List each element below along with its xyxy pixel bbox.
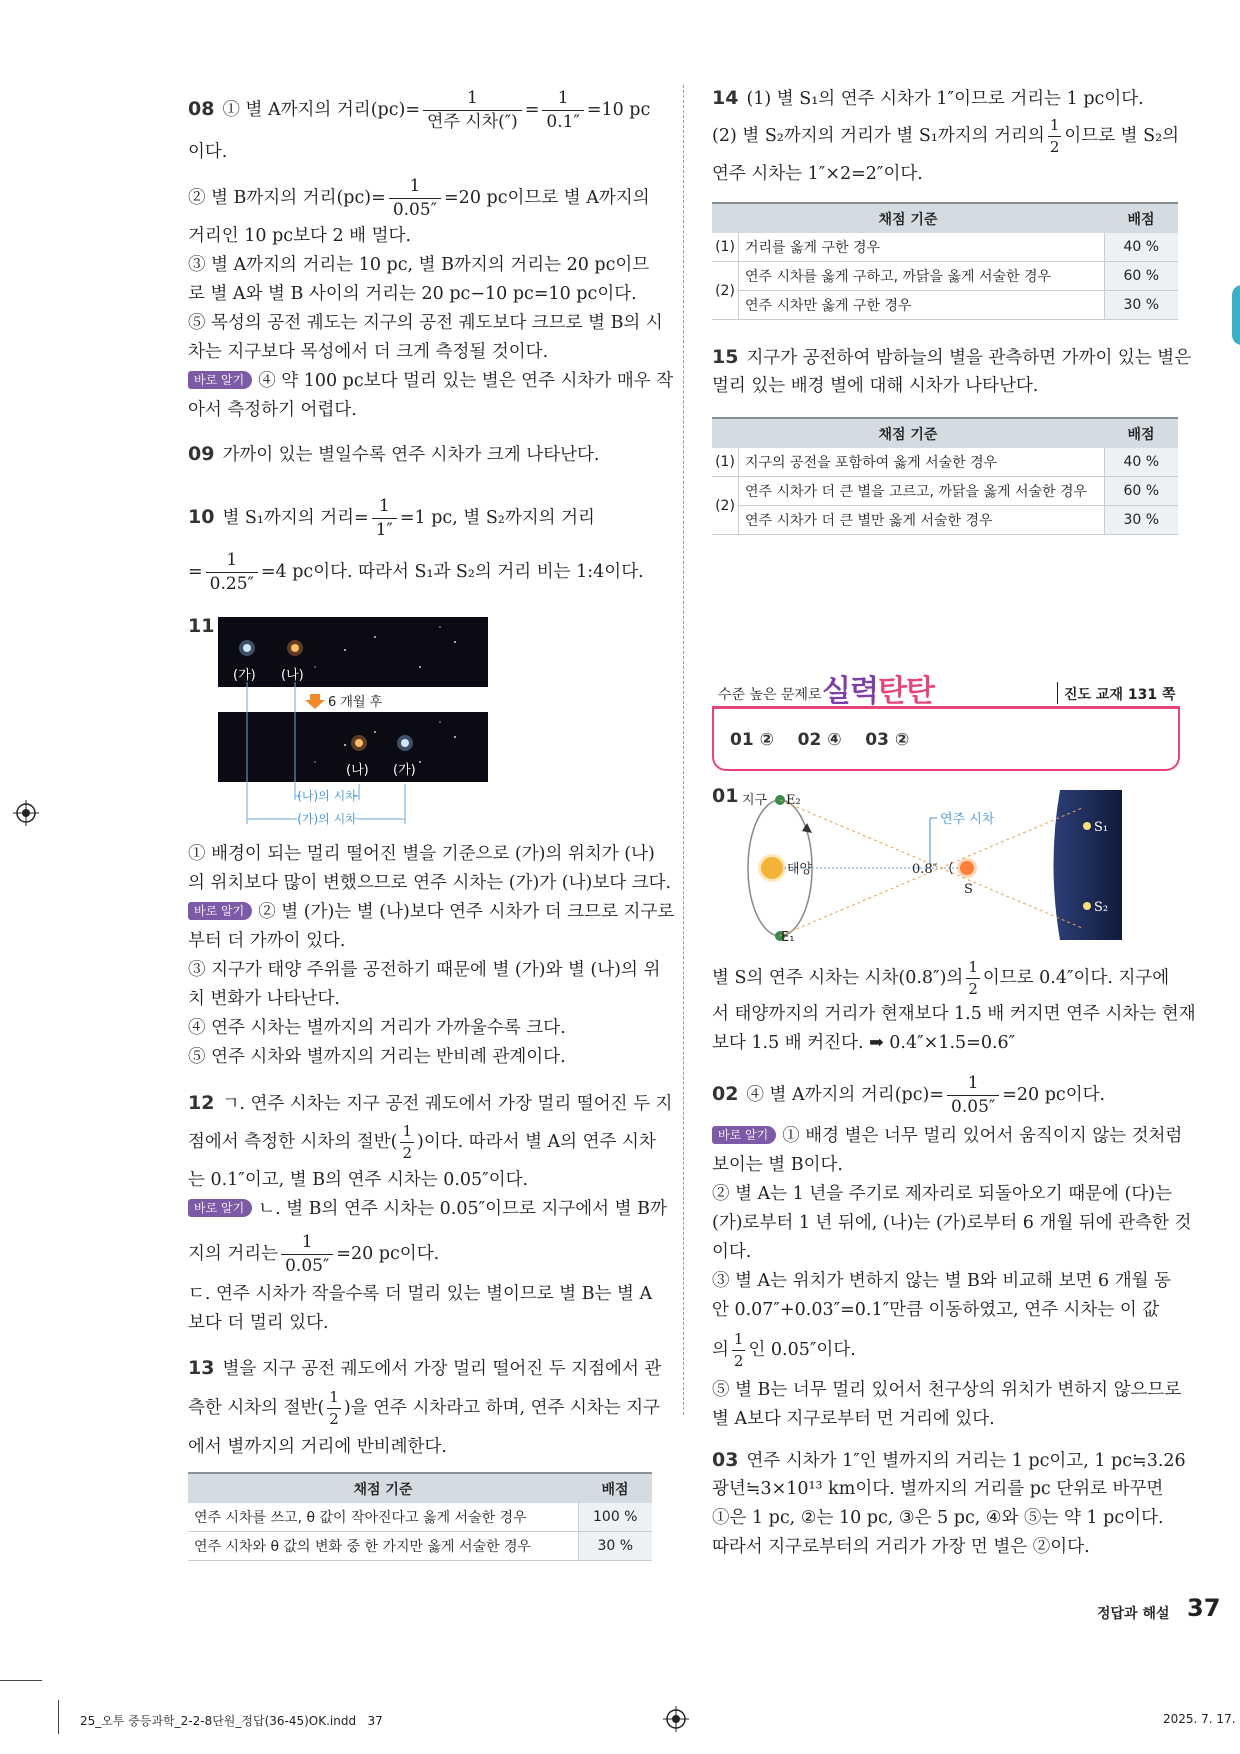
q12-number: 12 <box>188 1092 215 1114</box>
sky-panel-before <box>218 617 488 687</box>
q10-line2: = $\frac{1}{0.25''}$ =4 pc이다. 따라서 S₁과 S₂의 거리 비는 1:4이다. <box>188 550 644 594</box>
label-parallax-ga: (가)의 시차 <box>297 812 357 826</box>
q08-line3: ② 별 B까지의 거리(pc)= $\frac{1}{0.05''}$ =20 pc이므로 별 A까지의 <box>188 176 650 220</box>
svg-text:지구: 지구 <box>742 793 768 808</box>
fraction: $\frac{1}{\text{연주 시차(″)}}$ <box>423 90 522 131</box>
q10-number: 10 <box>188 506 215 528</box>
table-row: (2) 연주 시차를 옳게 구하고, 까닭을 옳게 서술한 경우 60 % <box>712 262 1178 291</box>
label-months: 6 개월 후 <box>328 695 383 710</box>
q11-line7: ④ 연주 시차는 별까지의 거리가 가까울수록 크다. <box>188 1018 566 1038</box>
a02-line4: ② 별 A는 1 년을 주기로 제자리로 되돌아오기 때문에 (다)는 <box>712 1184 1172 1204</box>
table-row: (2) 연주 시차가 더 큰 별을 고르고, 까닭을 옳게 서술한 경우 60 % <box>712 477 1178 506</box>
svg-text:E₂: E₂ <box>786 793 801 808</box>
a02-line2: 바로 알기 ① 배경 별은 너무 멀리 있어서 움직이지 않는 것처럼 <box>712 1122 1182 1151</box>
a02-line6: 이다. <box>712 1242 752 1262</box>
q11-line3: 바로 알기 ② 별 (가)는 별 (나)보다 연주 시차가 더 크므로 지구로 <box>188 898 674 927</box>
q11-line4: 부터 더 가까이 있다. <box>188 931 346 951</box>
svg-text:태양: 태양 <box>787 862 813 877</box>
q08-line7: ⑤ 목성의 공전 궤도는 지구의 공전 궤도보다 크므로 별 B의 시 <box>188 313 663 333</box>
svg-text:0.8″: 0.8″ <box>912 862 938 877</box>
section-title: 실력탄탄 <box>822 674 934 709</box>
correction-badge: 바로 알기 <box>188 902 252 920</box>
q08-line4: 거리인 10 pc보다 2 배 멀다. <box>188 226 412 246</box>
q15-line2: 멀리 있는 배경 별에 대해 시차가 나타난다. <box>712 376 1039 396</box>
fraction: $\frac{1}{0.05''}$ <box>947 1075 999 1116</box>
q08-line1: 08 ① 별 A까지의 거리(pc)= $\frac{1}{\text{연주 시차(″)}}$ = $\frac{1}{0.1''}$ =10 pc <box>188 88 651 132</box>
q14-line3: 연주 시차는 1″×2=2″이다. <box>712 164 923 184</box>
fraction: $\frac{1}{1''}$ <box>372 498 397 539</box>
registration-mark-icon <box>13 800 39 826</box>
q13-number: 13 <box>188 1357 215 1379</box>
a03-line2: 광년≒3×10¹³ km이다. 별까지의 거리를 pc 단위로 바꾸면 <box>712 1479 1164 1499</box>
correction-badge: 바로 알기 <box>188 371 252 389</box>
a01-line2: 서 태양까지의 거리가 현재보다 1.5 배 커지면 연주 시차는 현재 <box>712 1004 1196 1024</box>
a02-line8: 안 0.07″+0.03″=0.1″만큼 이동하였고, 연주 시차는 이 값 <box>712 1300 1160 1320</box>
q08-line10: 아서 측정하기 어렵다. <box>188 400 357 420</box>
q12-line4: 바로 알기 ㄴ. 별 B의 연주 시차는 0.05″이므로 지구에서 별 B까 <box>188 1195 667 1224</box>
table-row: (1) 거리를 옳게 구한 경우 40 % <box>712 233 1178 262</box>
fraction: $\frac{1}{0.1''}$ <box>542 90 583 131</box>
q13-scoring-table <box>188 1472 652 1561</box>
a02-line9: 의 $\frac{1}{2}$ 인 0.05″이다. <box>712 1330 856 1370</box>
answer-summary: 01 ② 02 ④ 03 ② <box>730 730 910 750</box>
svg-text:S: S <box>964 882 973 897</box>
q12-line1: 12 ㄱ. 연주 시차는 지구 공전 궤도에서 가장 멀리 떨어진 두 지 <box>188 1092 673 1114</box>
q11-line2: 의 위치보다 많이 변했으므로 연주 시차는 (가)가 (나)보다 크다. <box>188 873 672 893</box>
fraction: $\frac{1}{2}$ <box>329 1388 339 1428</box>
q15-scoring-table: 채점 기준 배점 (1) 지구의 공전을 포함하여 옳게 서술한 경우 40 % (2) 연주 시차가 더 큰 별을 고르고, 까닭을 옳게 서술한 경우 60 % 연주 시차가 더 큰 별만 옳게 서술한 경우 30 % <box>712 417 1178 535</box>
footer-label: 정답과 해설 <box>1097 1606 1170 1622</box>
a03-line4: 따라서 지구로부터의 거리가 가장 먼 별은 ②이다. <box>712 1537 1090 1557</box>
table-row: 연주 시차를 쓰고, θ 값이 작아진다고 옳게 서술한 경우 100 % <box>188 1503 652 1532</box>
q11-number: 11 <box>188 615 215 637</box>
q12-line3: 는 0.1″이고, 별 B의 연주 시차는 0.05″이다. <box>188 1170 529 1190</box>
q13-line3: 에서 별까지의 거리에 반비례한다. <box>188 1437 447 1457</box>
correction-badge: 바로 알기 <box>712 1126 776 1144</box>
table-header-points: 배점 <box>578 1473 652 1503</box>
q11-line5: ③ 지구가 태양 주위를 공전하기 때문에 별 (가)와 별 (나)의 위 <box>188 960 661 980</box>
q14-number: 14 <box>712 87 739 109</box>
fraction: $\frac{1}{0.05''}$ <box>389 178 441 219</box>
fraction: $\frac{1}{0.05''}$ <box>281 1234 333 1275</box>
q09-line: 09 가까이 있는 별일수록 연주 시차가 크게 나타난다. <box>188 443 600 465</box>
label-ga-before: (가) <box>233 668 256 683</box>
fraction: $\frac{1}{2}$ <box>733 1330 744 1370</box>
q15-number: 15 <box>712 346 739 368</box>
star-background-panel <box>1054 790 1123 940</box>
q10-line1: 10 별 S₁까지의 거리= $\frac{1}{1''}$ =1 pc, 별 S₂까지의 거리 <box>188 496 595 540</box>
star-s2 <box>1083 902 1091 910</box>
label-na-after: (나) <box>346 763 369 778</box>
orbit-parallax-figure <box>742 778 1122 948</box>
q15-line1: 15 지구가 공전하여 밤하늘의 별을 관측하면 가까이 있는 별은 <box>712 346 1192 368</box>
label-parallax-na: (나)의 시차 <box>297 789 357 803</box>
fraction: $\frac{1}{0.25''}$ <box>206 552 258 593</box>
q14-scoring-table: 채점 기준 배점 (1) 거리를 옳게 구한 경우 40 % (2) 연주 시차를 옳게 구하고, 까닭을 옳게 서술한 경우 60 % 연주 시차만 옳게 구한 경우 30 % <box>712 202 1178 320</box>
q14-line2: (2) 별 S₂까지의 거리가 별 S₁까지의 거리의 $\frac{1}{2}$ 이므로 별 S₂의 <box>712 116 1180 156</box>
a02-line7: ③ 별 A는 위치가 변하지 않는 별 B와 비교해 보면 6 개월 동 <box>712 1271 1171 1291</box>
q14-line1: 14 (1) 별 S₁의 연주 시차가 1″이므로 거리는 1 pc이다. <box>712 87 1144 109</box>
a01-line1: 별 S의 연주 시차는 시차(0.8″)의 $\frac{1}{2}$ 이므로 0.4″이다. 지구에 <box>712 958 1170 998</box>
label-ga-after: (가) <box>393 763 416 778</box>
chapter-side-tab <box>1232 285 1240 345</box>
q11-line8: ⑤ 연주 시차와 별까지의 거리는 반비례 관계이다. <box>188 1047 566 1067</box>
a03-number: 03 <box>712 1449 739 1471</box>
q12-line7: 보다 더 멀리 있다. <box>188 1313 329 1333</box>
a02-line1: 02 ④ 별 A까지의 거리(pc)= $\frac{1}{0.05''}$ =20 pc이다. <box>712 1073 1106 1117</box>
label-e1: E₁ <box>781 930 795 945</box>
page-number: 37 <box>1187 1594 1221 1622</box>
q12-line6: ㄷ. 연주 시차가 작을수록 더 멀리 있는 별이므로 별 B는 별 A <box>188 1284 653 1304</box>
svg-text:S₂: S₂ <box>1094 900 1109 915</box>
q11-line6: 치 변화가 나타난다. <box>188 989 340 1009</box>
a03-line3: ①은 1 pc, ②는 10 pc, ③은 5 pc, ④와 ⑤는 약 1 pc이다. <box>712 1508 1164 1528</box>
q08-line2: 이다. <box>188 142 228 162</box>
table-row: (1) 지구의 공전을 포함하여 옳게 서술한 경우 40 % <box>712 448 1178 477</box>
fraction: $\frac{1}{2}$ <box>968 958 978 998</box>
a03-line1: 03 연주 시차가 1″인 별까지의 거리는 1 pc이고, 1 pc≒3.26 <box>712 1449 1186 1471</box>
section-prefix: 수준 높은 문제로 <box>718 687 822 703</box>
q08-line9: 바로 알기 ④ 약 100 pc보다 멀리 있는 별은 연주 시차가 매우 작 <box>188 367 673 396</box>
a02-number: 02 <box>712 1083 739 1105</box>
q09-number: 09 <box>188 443 215 465</box>
parallax-star-figure <box>215 612 495 834</box>
a02-line3: 보이는 별 B이다. <box>712 1155 843 1175</box>
table-row: 연주 시차만 옳게 구한 경우 30 % <box>712 291 1178 320</box>
q13-line2: 측한 시차의 절반( $\frac{1}{2}$ )을 연주 시차라고 하며, 연주 시차는 지구 <box>188 1388 661 1428</box>
column-divider <box>683 85 685 1415</box>
correction-badge: 바로 알기 <box>188 1199 252 1217</box>
svg-text:연주 시차: 연주 시차 <box>940 812 995 827</box>
fraction: $\frac{1}{2}$ <box>402 1122 413 1162</box>
label-na-before: (나) <box>281 668 304 683</box>
q08-number: 08 <box>188 98 215 120</box>
q08-line8: 차는 지구보다 목성에서 더 크게 측정될 것이다. <box>188 342 549 362</box>
a01-line3: 보다 1.5 배 커진다. ➡ 0.4″×1.5=0.6″ <box>712 1033 1016 1053</box>
svg-text:S₁: S₁ <box>1094 820 1109 835</box>
table-row: 연주 시차가 더 큰 별만 옳게 서술한 경우 30 % <box>712 506 1178 535</box>
footer-date: 2025. 7. 17. <box>1163 1712 1236 1726</box>
a01-number: 01 <box>712 785 739 807</box>
q13-line1: 13 별을 지구 공전 궤도에서 가장 멀리 떨어진 두 지점에서 관 <box>188 1357 662 1379</box>
a02-line5: (가)로부터 1 년 뒤에, (나)는 (가)로부터 6 개월 뒤에 관측한 것 <box>712 1213 1192 1233</box>
table-header-criteria: 채점 기준 <box>188 1473 578 1503</box>
star-s1 <box>1083 822 1091 830</box>
fraction: $\frac{1}{2}$ <box>1049 116 1060 156</box>
a02-line11: 별 A보다 지구로부터 먼 거리에 있다. <box>712 1409 995 1429</box>
down-arrow-icon <box>305 694 325 709</box>
q12-line2: 점에서 측정한 시차의 절반( $\frac{1}{2}$ )이다. 따라서 별 A의 연주 시차 <box>188 1122 656 1162</box>
registration-mark-icon <box>663 1706 689 1732</box>
table-row: 연주 시차와 θ 값의 변화 중 한 가지만 옳게 서술한 경우 30 % <box>188 1532 652 1561</box>
q08-line5: ③ 별 A까지의 거리는 10 pc, 별 B까지의 거리는 20 pc이므 <box>188 255 650 275</box>
q12-line5: 지의 거리는 $\frac{1}{0.05''}$ =20 pc이다. <box>188 1232 440 1276</box>
textbook-reference: 진도 교재 131 쪽 <box>1064 687 1176 703</box>
q08-line6: 로 별 A와 별 B 사이의 거리는 20 pc−10 pc=10 pc이다. <box>188 284 637 304</box>
a02-line10: ⑤ 별 B는 너무 멀리 있어서 천구상의 위치가 변하지 않으므로 <box>712 1380 1182 1400</box>
footer-file-name: 25_오투 중등과학_2-2-8단원_정답(36-45)OK.indd 37 <box>80 1714 383 1728</box>
q11-line1: ① 배경이 되는 멀리 떨어진 별을 기준으로 (가)의 위치가 (나) <box>188 844 655 864</box>
